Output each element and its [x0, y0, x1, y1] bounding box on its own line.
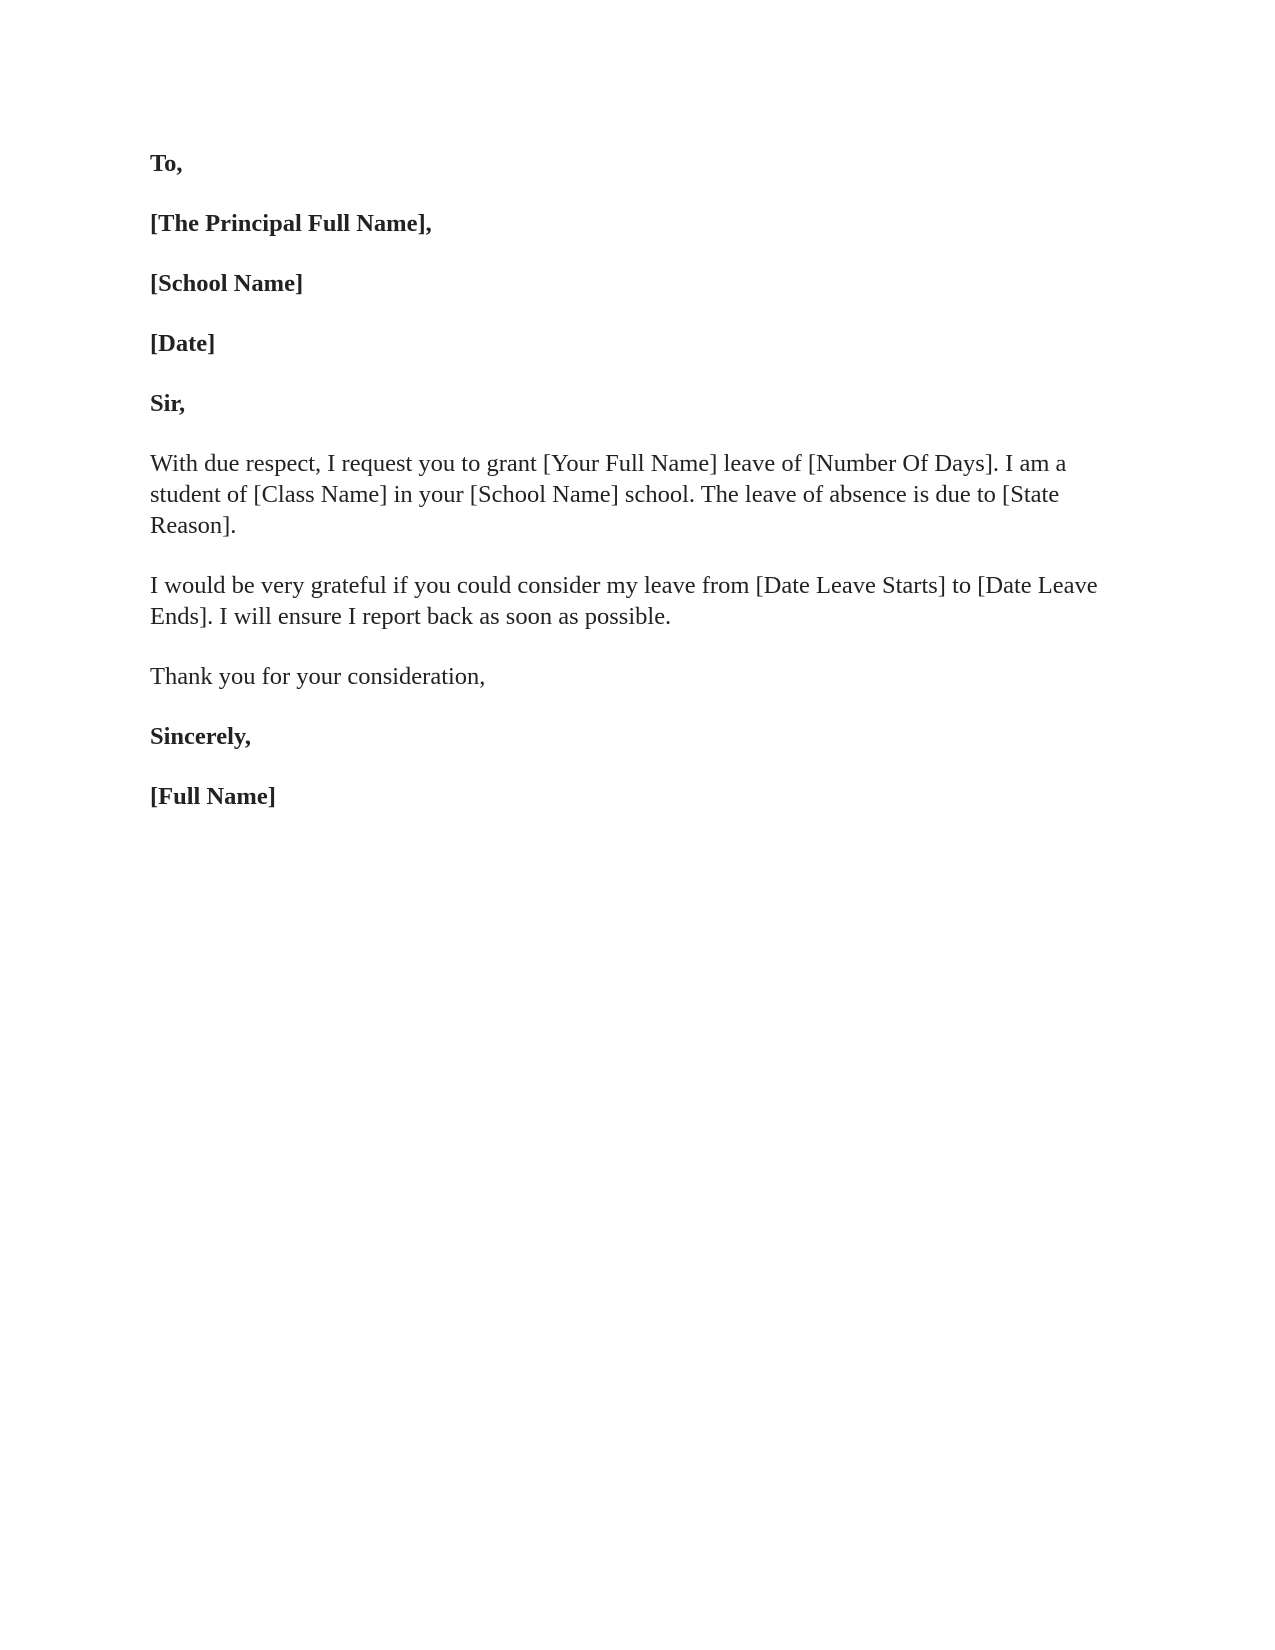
leave-letter	[150, 148, 1140, 841]
body-paragraph-dates: I would be very grateful if you could consider my leave from [Date Leave Starts] to [Date Leave Ends]. I will ensure I report back as soon as possible.	[150, 572, 1098, 630]
letter-date: [Date]	[150, 330, 216, 357]
principal-name: [The Principal Full Name],	[150, 210, 432, 237]
closing: Sincerely,	[150, 723, 251, 750]
thanks-line: Thank you for your consideration,	[150, 663, 486, 690]
school-name: [School Name]	[150, 270, 304, 297]
signature: [Full Name]	[150, 783, 276, 810]
recipient-to: To,	[150, 150, 183, 177]
body-paragraph-request: With due respect, I request you to grant [Your Full Name] leave of [Number Of Days]. I am a student of [Class Name] in your [School Name] school. The leave of absence is due to [State Reason].	[150, 450, 1067, 539]
salutation: Sir,	[150, 390, 186, 417]
